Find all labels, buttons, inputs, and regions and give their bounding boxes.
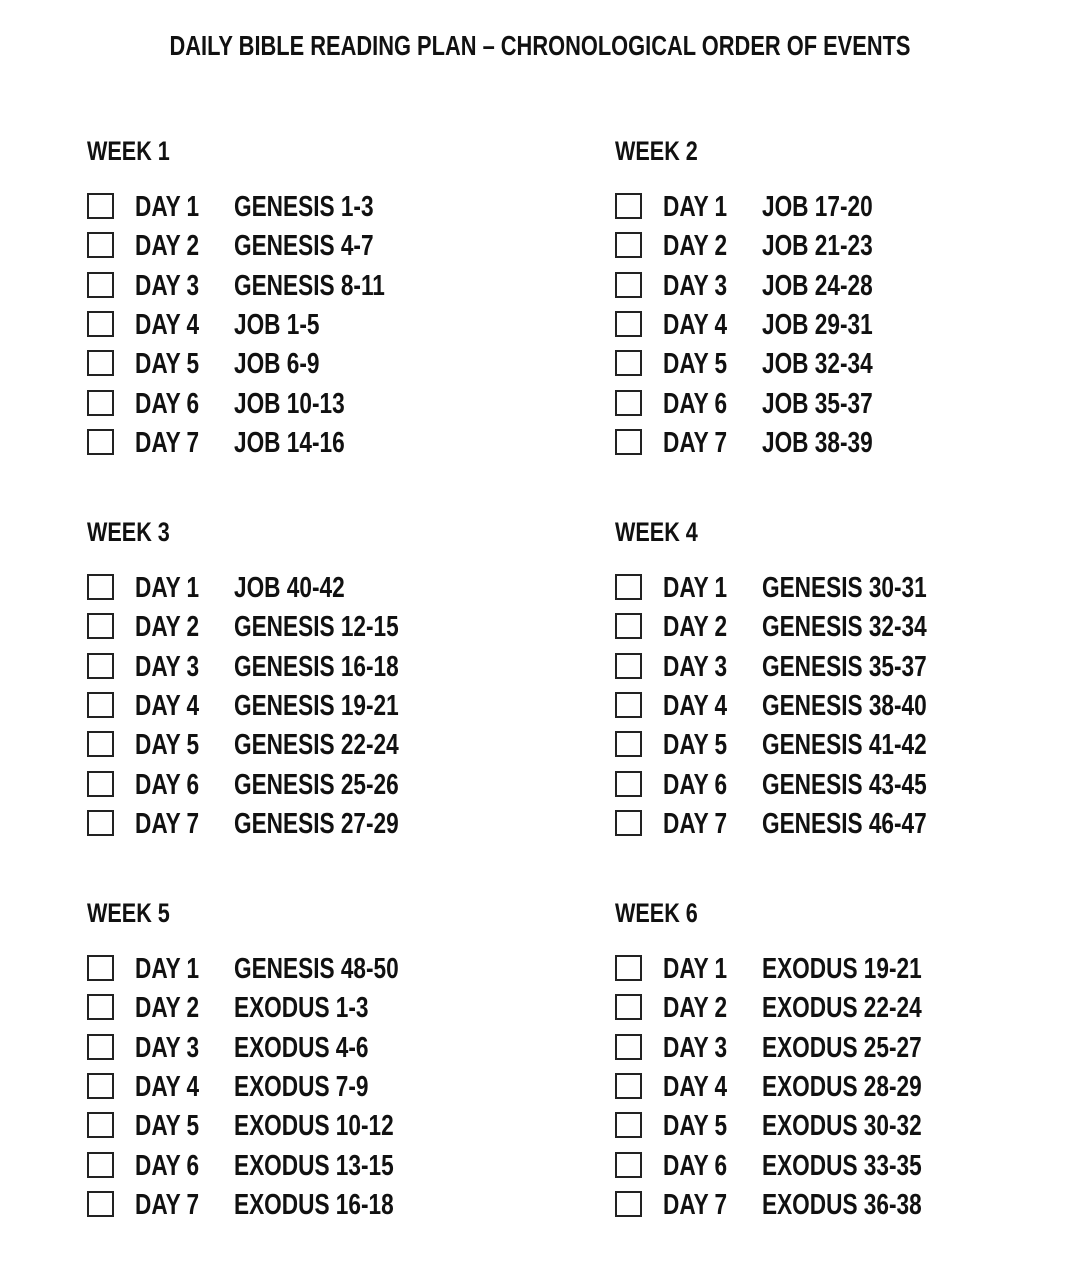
day-checkbox[interactable] xyxy=(87,1112,114,1138)
reading-row xyxy=(87,229,507,265)
day-checkbox[interactable] xyxy=(615,1112,642,1138)
day-label: DAY 7 xyxy=(663,1189,728,1221)
day-checkbox[interactable] xyxy=(615,994,642,1020)
day-label: DAY 5 xyxy=(663,1110,728,1142)
day-label: DAY 5 xyxy=(663,348,728,380)
reading-row xyxy=(87,728,507,764)
day-label: DAY 1 xyxy=(135,572,200,604)
day-label: DAY 7 xyxy=(663,808,728,840)
reading-row xyxy=(87,952,507,988)
day-checkbox[interactable] xyxy=(87,429,114,455)
reading-passage: GENESIS 8-11 xyxy=(234,270,385,302)
reading-passage: JOB 38-39 xyxy=(762,427,873,459)
reading-passage: GENESIS 41-42 xyxy=(762,729,927,761)
reading-row xyxy=(87,1031,507,1067)
week-title: WEEK 2 xyxy=(615,136,698,166)
day-label: DAY 3 xyxy=(135,651,200,683)
day-checkbox[interactable] xyxy=(615,1073,642,1099)
day-label: DAY 1 xyxy=(663,572,728,604)
day-label: DAY 2 xyxy=(135,611,200,643)
day-label: DAY 5 xyxy=(135,1110,200,1142)
reading-row xyxy=(615,1149,1035,1185)
reading-row xyxy=(615,650,1035,686)
day-label: DAY 4 xyxy=(135,1071,200,1103)
reading-row xyxy=(87,768,507,804)
reading-passage: GENESIS 22-24 xyxy=(234,729,399,761)
week-title: WEEK 3 xyxy=(87,517,170,547)
day-checkbox[interactable] xyxy=(87,193,114,219)
day-checkbox[interactable] xyxy=(87,232,114,258)
reading-passage: GENESIS 19-21 xyxy=(234,690,399,722)
day-label: DAY 7 xyxy=(663,427,728,459)
reading-passage: JOB 21-23 xyxy=(762,230,873,262)
day-label: DAY 2 xyxy=(135,992,200,1024)
day-label: DAY 6 xyxy=(135,388,200,420)
reading-row xyxy=(87,991,507,1027)
reading-passage: EXODUS 13-15 xyxy=(234,1150,394,1182)
reading-row xyxy=(87,571,507,607)
day-checkbox[interactable] xyxy=(87,731,114,757)
reading-row xyxy=(615,768,1035,804)
reading-passage: GENESIS 46-47 xyxy=(762,808,927,840)
day-label: DAY 3 xyxy=(663,1032,728,1064)
reading-passage: JOB 1-5 xyxy=(234,309,320,341)
day-label: DAY 3 xyxy=(135,1032,200,1064)
day-checkbox[interactable] xyxy=(87,1034,114,1060)
week-title: WEEK 5 xyxy=(87,898,170,928)
day-label: DAY 6 xyxy=(663,1150,728,1182)
day-checkbox[interactable] xyxy=(87,994,114,1020)
reading-passage: EXODUS 16-18 xyxy=(234,1189,394,1221)
day-checkbox[interactable] xyxy=(615,731,642,757)
reading-row xyxy=(87,610,507,646)
day-label: DAY 3 xyxy=(663,270,728,302)
reading-passage: GENESIS 1-3 xyxy=(234,191,374,223)
day-checkbox[interactable] xyxy=(615,1191,642,1217)
day-checkbox[interactable] xyxy=(615,955,642,981)
day-checkbox[interactable] xyxy=(615,810,642,836)
reading-row xyxy=(87,269,507,305)
day-checkbox[interactable] xyxy=(615,311,642,337)
day-label: DAY 1 xyxy=(135,191,200,223)
reading-row xyxy=(615,952,1035,988)
day-checkbox[interactable] xyxy=(615,272,642,298)
day-checkbox[interactable] xyxy=(615,429,642,455)
reading-passage: JOB 40-42 xyxy=(234,572,345,604)
day-label: DAY 2 xyxy=(663,230,728,262)
day-checkbox[interactable] xyxy=(87,1191,114,1217)
reading-row xyxy=(87,308,507,344)
reading-passage: EXODUS 1-3 xyxy=(234,992,369,1024)
day-checkbox[interactable] xyxy=(615,1152,642,1178)
reading-passage: GENESIS 16-18 xyxy=(234,651,399,683)
day-checkbox[interactable] xyxy=(87,613,114,639)
day-label: DAY 4 xyxy=(663,309,728,341)
day-label: DAY 1 xyxy=(663,953,728,985)
reading-passage: EXODUS 33-35 xyxy=(762,1150,922,1182)
reading-row xyxy=(615,571,1035,607)
day-checkbox[interactable] xyxy=(615,771,642,797)
reading-row xyxy=(615,1031,1035,1067)
reading-row xyxy=(615,387,1035,423)
day-label: DAY 6 xyxy=(663,769,728,801)
day-checkbox[interactable] xyxy=(615,232,642,258)
day-checkbox[interactable] xyxy=(615,692,642,718)
day-checkbox[interactable] xyxy=(87,955,114,981)
day-label: DAY 5 xyxy=(135,348,200,380)
day-label: DAY 7 xyxy=(135,427,200,459)
page-title: DAILY BIBLE READING PLAN – CHRONOLOGICAL ORDER OF EVENTS xyxy=(169,30,911,61)
reading-passage: JOB 24-28 xyxy=(762,270,873,302)
day-checkbox[interactable] xyxy=(87,390,114,416)
day-label: DAY 3 xyxy=(663,651,728,683)
reading-passage: EXODUS 7-9 xyxy=(234,1071,369,1103)
week-title: WEEK 1 xyxy=(87,136,170,166)
day-label: DAY 3 xyxy=(135,270,200,302)
reading-passage: GENESIS 48-50 xyxy=(234,953,399,985)
week-title: WEEK 6 xyxy=(615,898,698,928)
reading-row xyxy=(615,308,1035,344)
day-label: DAY 4 xyxy=(663,690,728,722)
reading-passage: GENESIS 43-45 xyxy=(762,769,927,801)
reading-passage: JOB 6-9 xyxy=(234,348,320,380)
day-checkbox[interactable] xyxy=(615,193,642,219)
reading-passage: EXODUS 19-21 xyxy=(762,953,922,985)
reading-passage: JOB 32-34 xyxy=(762,348,873,380)
reading-passage: EXODUS 22-24 xyxy=(762,992,922,1024)
reading-passage: EXODUS 28-29 xyxy=(762,1071,922,1103)
reading-passage: EXODUS 36-38 xyxy=(762,1189,922,1221)
day-label: DAY 7 xyxy=(135,808,200,840)
reading-row xyxy=(87,347,507,383)
reading-passage: GENESIS 25-26 xyxy=(234,769,399,801)
reading-row xyxy=(615,1070,1035,1106)
day-label: DAY 2 xyxy=(663,611,728,643)
reading-passage: JOB 17-20 xyxy=(762,191,873,223)
day-checkbox[interactable] xyxy=(87,574,114,600)
reading-row xyxy=(87,1149,507,1185)
day-checkbox[interactable] xyxy=(87,692,114,718)
day-label: DAY 6 xyxy=(135,1150,200,1182)
day-checkbox[interactable] xyxy=(615,350,642,376)
day-checkbox[interactable] xyxy=(615,390,642,416)
day-label: DAY 6 xyxy=(135,769,200,801)
day-checkbox[interactable] xyxy=(87,1152,114,1178)
reading-row xyxy=(87,1070,507,1106)
reading-row xyxy=(87,1188,507,1224)
reading-passage: GENESIS 30-31 xyxy=(762,572,927,604)
reading-row xyxy=(87,1109,507,1145)
day-label: DAY 4 xyxy=(663,1071,728,1103)
reading-passage: GENESIS 38-40 xyxy=(762,690,927,722)
day-label: DAY 4 xyxy=(135,690,200,722)
day-checkbox[interactable] xyxy=(615,613,642,639)
reading-passage: GENESIS 12-15 xyxy=(234,611,399,643)
day-checkbox[interactable] xyxy=(87,810,114,836)
day-label: DAY 4 xyxy=(135,309,200,341)
reading-row xyxy=(87,426,507,462)
reading-row xyxy=(615,728,1035,764)
day-label: DAY 5 xyxy=(663,729,728,761)
reading-passage: GENESIS 35-37 xyxy=(762,651,927,683)
reading-row xyxy=(615,269,1035,305)
reading-row xyxy=(615,610,1035,646)
reading-passage: EXODUS 4-6 xyxy=(234,1032,369,1064)
day-checkbox[interactable] xyxy=(615,574,642,600)
day-label: DAY 6 xyxy=(663,388,728,420)
day-checkbox[interactable] xyxy=(87,653,114,679)
reading-row xyxy=(87,807,507,843)
reading-passage: EXODUS 10-12 xyxy=(234,1110,394,1142)
reading-passage: EXODUS 30-32 xyxy=(762,1110,922,1142)
reading-passage: JOB 29-31 xyxy=(762,309,873,341)
reading-passage: EXODUS 25-27 xyxy=(762,1032,922,1064)
reading-row xyxy=(87,190,507,226)
reading-row xyxy=(615,807,1035,843)
reading-row xyxy=(615,1188,1035,1224)
reading-passage: GENESIS 27-29 xyxy=(234,808,399,840)
day-label: DAY 2 xyxy=(135,230,200,262)
reading-row xyxy=(615,1109,1035,1145)
reading-row xyxy=(87,689,507,725)
reading-row xyxy=(615,426,1035,462)
day-label: DAY 1 xyxy=(663,191,728,223)
reading-passage: JOB 14-16 xyxy=(234,427,345,459)
day-label: DAY 7 xyxy=(135,1189,200,1221)
day-checkbox[interactable] xyxy=(87,311,114,337)
day-checkbox[interactable] xyxy=(87,272,114,298)
day-checkbox[interactable] xyxy=(87,771,114,797)
reading-row xyxy=(615,689,1035,725)
reading-row xyxy=(87,650,507,686)
day-label: DAY 1 xyxy=(135,953,200,985)
reading-row xyxy=(615,347,1035,383)
day-checkbox[interactable] xyxy=(87,350,114,376)
day-label: DAY 2 xyxy=(663,992,728,1024)
reading-passage: JOB 35-37 xyxy=(762,388,873,420)
reading-row xyxy=(615,991,1035,1027)
day-checkbox[interactable] xyxy=(87,1073,114,1099)
day-label: DAY 5 xyxy=(135,729,200,761)
reading-row xyxy=(615,229,1035,265)
day-checkbox[interactable] xyxy=(615,1034,642,1060)
reading-passage: GENESIS 32-34 xyxy=(762,611,927,643)
week-title: WEEK 4 xyxy=(615,517,698,547)
reading-row xyxy=(615,190,1035,226)
reading-passage: JOB 10-13 xyxy=(234,388,345,420)
reading-passage: GENESIS 4-7 xyxy=(234,230,374,262)
reading-row xyxy=(87,387,507,423)
day-checkbox[interactable] xyxy=(615,653,642,679)
